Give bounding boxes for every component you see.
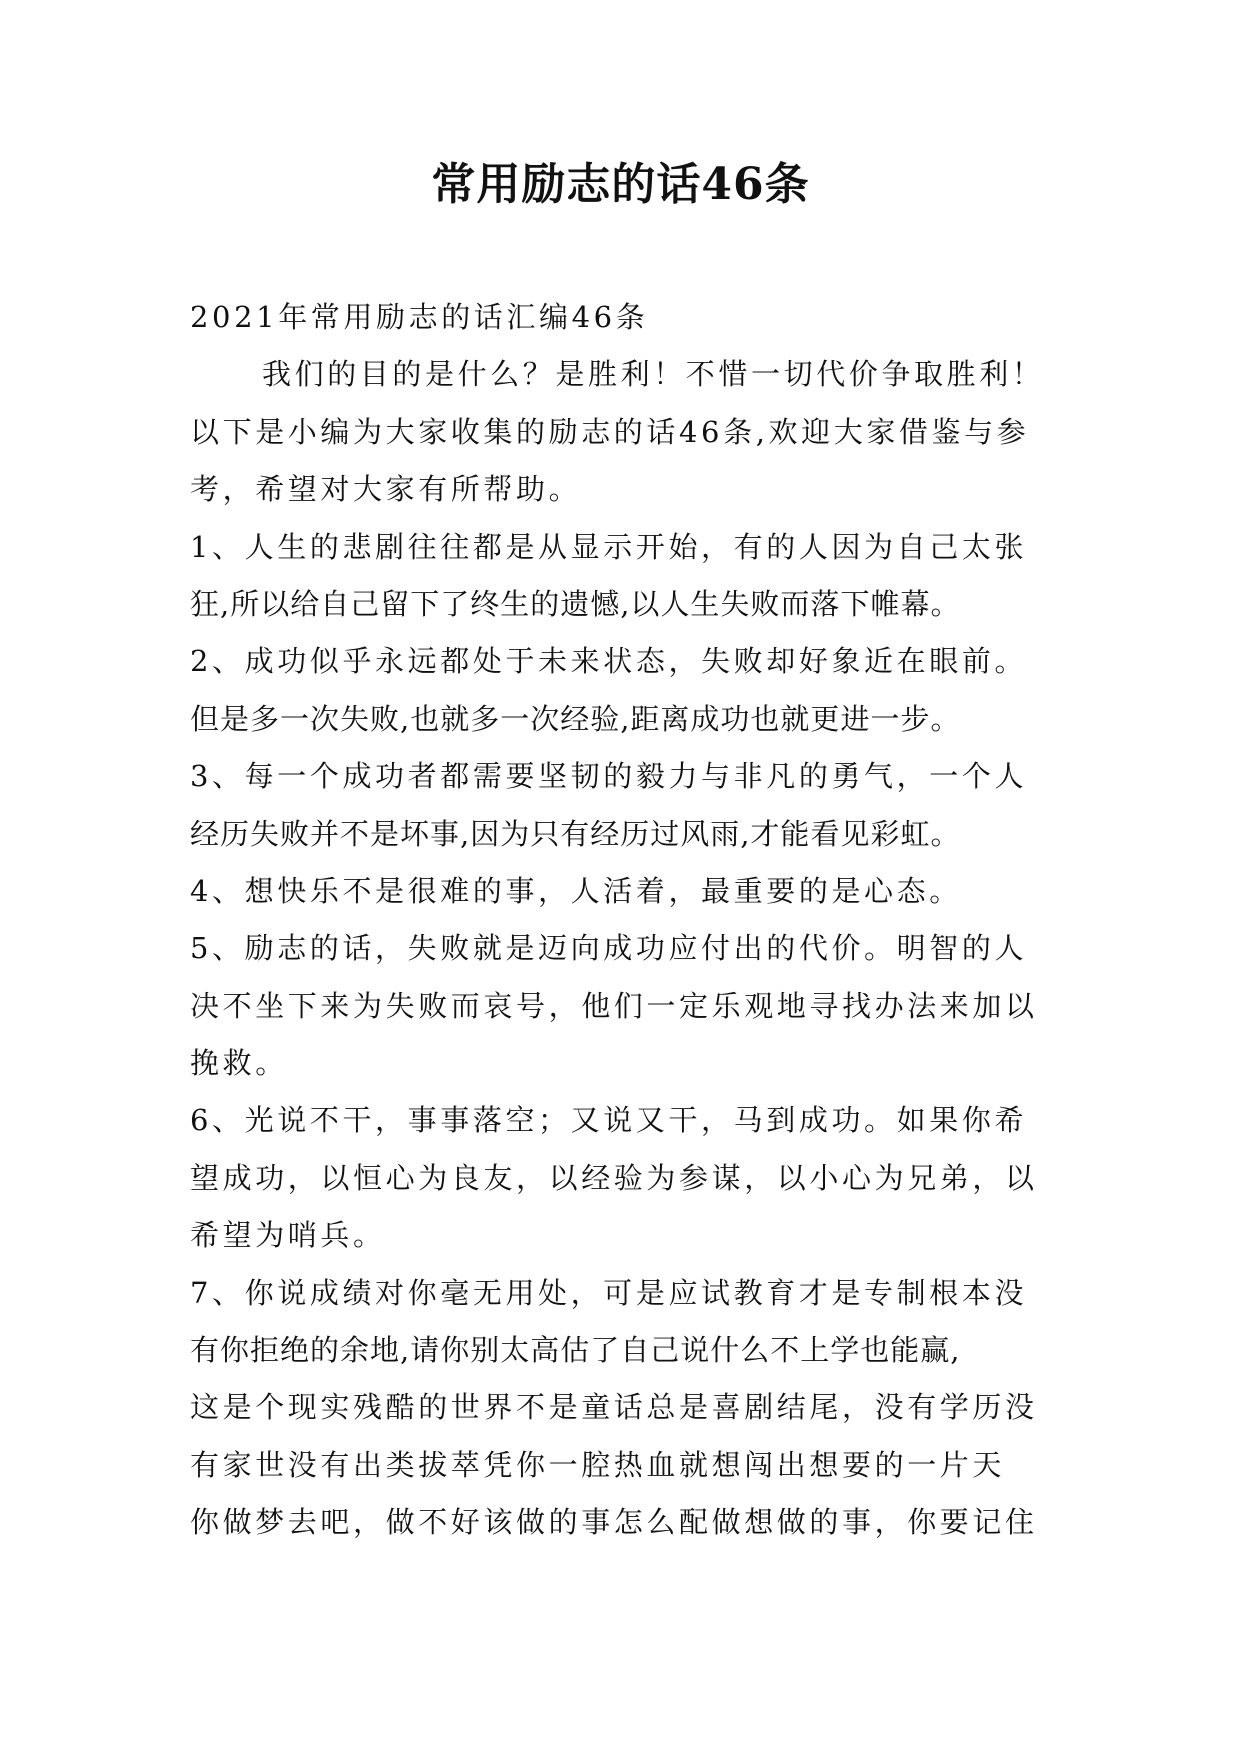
quote-line: 2、成功似乎永远都处于未来状态，失败却好象近在眼前。	[190, 644, 1028, 679]
intro-line: 考，希望对大家有所帮助。	[190, 472, 582, 507]
quote-line: 但是多一次失败,也就多一次经验,距离成功也就更进一步。	[190, 701, 961, 736]
quote-line: 狂,所以给自己留下了终生的遗憾,以人生失败而落下帷幕。	[190, 586, 961, 621]
intro-line: 我们的目的是什么？是胜利！不惜一切代价争取胜利！	[262, 357, 1045, 392]
quote-line: 希望为哨兵。	[190, 1218, 386, 1253]
quote-line: 这是个现实残酷的世界不是童话总是喜剧结尾，没有学历没	[190, 1390, 1038, 1425]
document-body	[190, 289, 1060, 1552]
quote-line: 4、想快乐不是很难的事，人活着，最重要的是心态。	[190, 873, 962, 908]
intro-line: 以下是小编为大家收集的励志的话46条,欢迎大家借鉴与参	[190, 414, 1030, 449]
quote-line: 7、你说成绩对你毫无用处，可是应试教育才是专制根本没	[190, 1275, 1028, 1310]
quote-line: 有家世没有出类拔萃凭你一腔热血就想闯出想要的一片天	[190, 1447, 1006, 1482]
document-title: 常用励志的话46条	[431, 159, 810, 210]
quote-line: 经历失败并不是坏事,因为只有经历过风雨,才能看见彩虹。	[190, 816, 961, 851]
quote-line: 望成功，以恒心为良友，以经验为参谋，以小心为兄弟，以	[190, 1160, 1038, 1195]
quote-line: 6、光说不干，事事落空；又说又干，马到成功。如果你希	[190, 1103, 1028, 1138]
quote-line: 3、每一个成功者都需要坚韧的毅力与非凡的勇气，一个人	[190, 759, 1028, 794]
quote-line: 挽救。	[190, 1046, 288, 1081]
quote-line: 决不坐下来为失败而哀号，他们一定乐观地寻找办法来加以	[190, 988, 1038, 1023]
quote-line: 5、励志的话，失败就是迈向成功应付出的代价。明智的人	[190, 931, 1028, 966]
quote-line: 有你拒绝的余地,请你别太高估了自己说什么不上学也能赢,	[190, 1333, 961, 1368]
quote-line: 1、人生的悲剧往往都是从显示开始，有的人因为自己太张	[190, 529, 1028, 564]
subtitle-line: 2021年常用励志的话汇编46条	[190, 300, 649, 334]
quote-line: 你做梦去吧，做不好该做的事怎么配做想做的事，你要记住	[190, 1505, 1038, 1540]
